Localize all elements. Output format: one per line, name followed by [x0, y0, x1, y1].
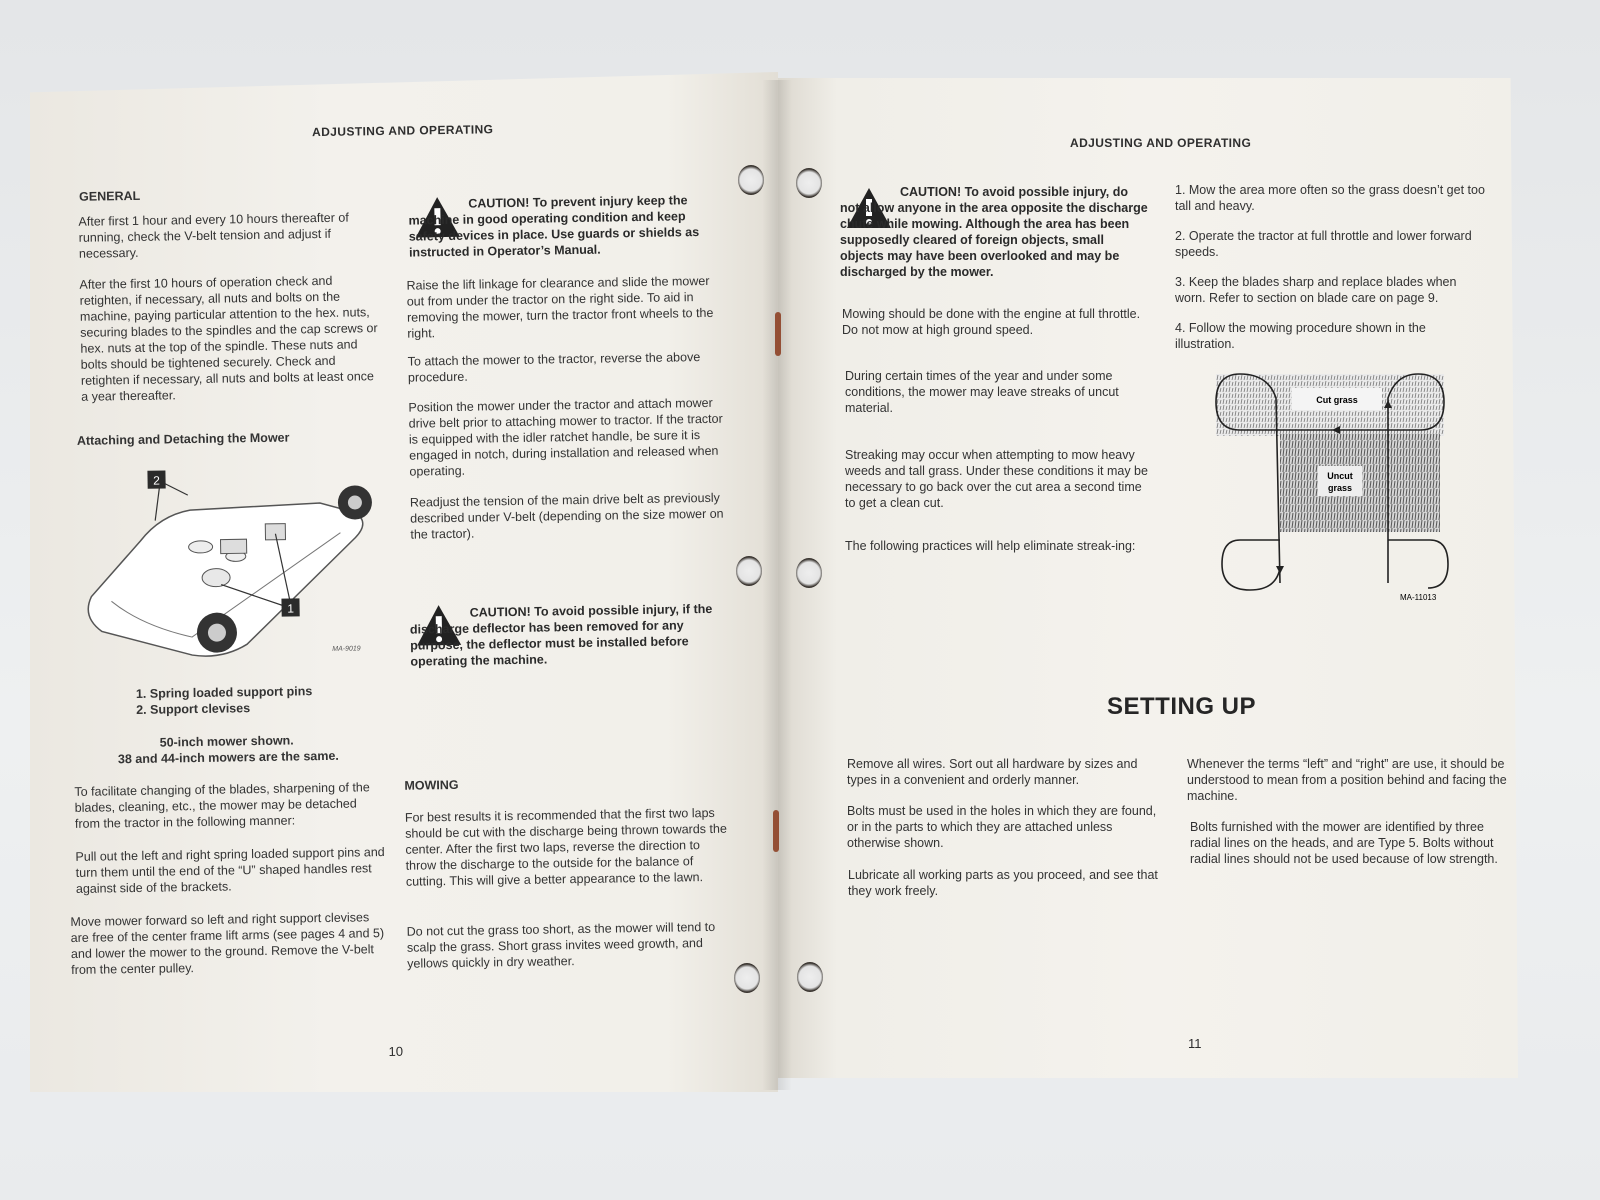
- page-number: 11: [1188, 1036, 1202, 1051]
- page-number: 10: [388, 1043, 404, 1060]
- lubricate-paragraph: Lubricate all working parts as you proceed, and see that they work freely.: [848, 868, 1158, 898]
- figure-note-1: 50-inch mower shown.: [159, 733, 294, 750]
- figure-legend-1: 1. Spring loaded support pins: [135, 684, 313, 701]
- raise-paragraph: Raise the lift linkage for clearance and slide the mower out from under the tractor on the right side. To aid in removing the mower, turn the tractor front wheels to the right.: [406, 273, 714, 341]
- attach-paragraph: To attach the mower to the tractor, reverse the above procedure.: [407, 350, 701, 385]
- callout-2: 2: [153, 473, 161, 488]
- figure-legend-2: 2. Support clevises: [136, 701, 251, 717]
- tip-3: 3. Keep the blades sharp and replace blades when worn. Refer to section on blade care on page 9.: [1175, 275, 1457, 305]
- setting-up-title: SETTING UP: [1107, 693, 1257, 720]
- bolts-holes-paragraph: Bolts must be used in the holes in which they are found, or in the parts to which they are attached unless otherwise shown.: [847, 804, 1157, 850]
- general-paragraph-1: After first 1 hour and every 10 hours thereafter of running, check the V-belt tension and adjust if necessary.: [78, 210, 349, 261]
- cut-grass-label: Cut grass: [1316, 395, 1358, 405]
- full-throttle-paragraph: Mowing should be done with the engine at full throttle. Do not mow at high ground speed.: [842, 307, 1141, 337]
- readjust-paragraph: Readjust the tension of the main drive belt as previously described under V-belt (depending on the size mower on the tractor).: [409, 490, 724, 542]
- mowing-paragraph-2: Do not cut the grass too short, as the mower will tend to scalp the grass. Short grass invites weed growth, and yellows quickly in dry weather.: [406, 919, 716, 971]
- facilitate-paragraph: To facilitate changing of the blades, sharpening of the blades, cleaning, etc., the mower may be detached from the tractor in the following manner:: [74, 780, 370, 831]
- tip-2: 2. Operate the tractor at full throttle and lower forward speeds.: [1175, 229, 1472, 259]
- mower-deck-illustration: [69, 462, 392, 677]
- figure-note-2: 38 and 44-inch mowers are the same.: [117, 748, 339, 767]
- position-paragraph: Position the mower under the tractor and attach mower drive belt prior to attaching mower to tractor. If the tractor is equipped with the idler ratchet handle, be sure it is engaged in notch, during installation and released when operating.: [408, 395, 723, 479]
- tip-4: 4. Follow the mowing procedure shown in the illustration.: [1175, 321, 1426, 351]
- caution-guards: CAUTION! To prevent injury keep the machine in good operating condition and keep safety devices in place. Use guards or shields as instructed in Operator’s Manual.: [408, 193, 700, 260]
- section-heading-mowing: MOWING: [404, 777, 459, 793]
- figure-code: MA-9019: [332, 645, 361, 653]
- remove-wires-paragraph: Remove all wires. Sort out all hardware by sizes and types in a convenient and orderly manner.: [847, 757, 1138, 787]
- following-paragraph: The following practices will help eliminate streak-ing:: [845, 539, 1136, 553]
- general-paragraph-2: After the first 10 hours of operation check and retighten, if necessary, all nuts and bolts on the machine, paying particular attention to the hex. nuts, securing blades to the spindles and the cap screws or hex. nuts at the top of the spindle. These nuts and bolts should be tightened securely. Check and retighten if necessary, all nuts and bolts at least once a year thereafter.: [79, 273, 378, 404]
- page-header: ADJUSTING AND OPERATING: [1070, 136, 1252, 150]
- move-paragraph: Move mower forward so left and right support clevises are free of the center frame lift arms (see pages 4 and 5) and lower the mower to the ground. Remove the V-belt from the center pulley.: [70, 910, 385, 977]
- caution-discharge-chute: CAUTION! To avoid possible injury, do not allow anyone in the area opposite the discharge chute while mowing. Although the area has been supposedly cleared of foreign objects, small objects may have been overlooked and may be discharged by the mower.: [840, 185, 1148, 279]
- left-right-terms-paragraph: Whenever the terms “left” and “right” are use, it should be understood to mean from a position behind and facing the machine.: [1187, 757, 1507, 803]
- bolts-furnished-paragraph: Bolts furnished with the mower are identified by three radial lines on the heads, and are Type 5. Bolts without radial lines should not be used because of low strength.: [1190, 820, 1498, 866]
- mowing-paragraph-1: For best results it is recommended that the first two laps should be cut with the discharge being thrown towards the center. After the first two laps, reverse the direction to throw the discharge to the outside for the balance of cutting. This will give a better appearance to the lawn.: [404, 805, 727, 889]
- section-heading-attaching: Attaching and Detaching the Mower: [76, 430, 290, 448]
- mowing-pattern-diagram: [1210, 368, 1460, 608]
- caution-deflector: CAUTION! To avoid possible injury, if the discharge deflector has been removed for any purpose, the deflector must be installed before operating the machine.: [409, 601, 713, 669]
- streaking-paragraph: Streaking may occur when attempting to mow heavy weeds and tall grass. Under these conditions it may be necessary to go back over the cut area a second time to get a clean cut.: [845, 448, 1148, 510]
- page-header: ADJUSTING AND OPERATING: [312, 122, 494, 140]
- streaks-paragraph: During certain times of the year and under some conditions, the mower may leave streaks of uncut material.: [845, 369, 1119, 415]
- section-heading-general: GENERAL: [78, 188, 141, 204]
- callout-1: 1: [287, 601, 295, 616]
- diagram-code: MA-11013: [1400, 593, 1437, 602]
- uncut-grass-label: grass: [1327, 483, 1353, 493]
- uncut-grass-label: Uncut: [1327, 471, 1353, 481]
- pull-paragraph: Pull out the left and right spring loaded support pins and turn them until the end of the “U” shaped handles rest against side of the brackets.: [75, 845, 385, 896]
- tip-1: 1. Mow the area more often so the grass doesn’t get too tall and heavy.: [1175, 183, 1485, 213]
